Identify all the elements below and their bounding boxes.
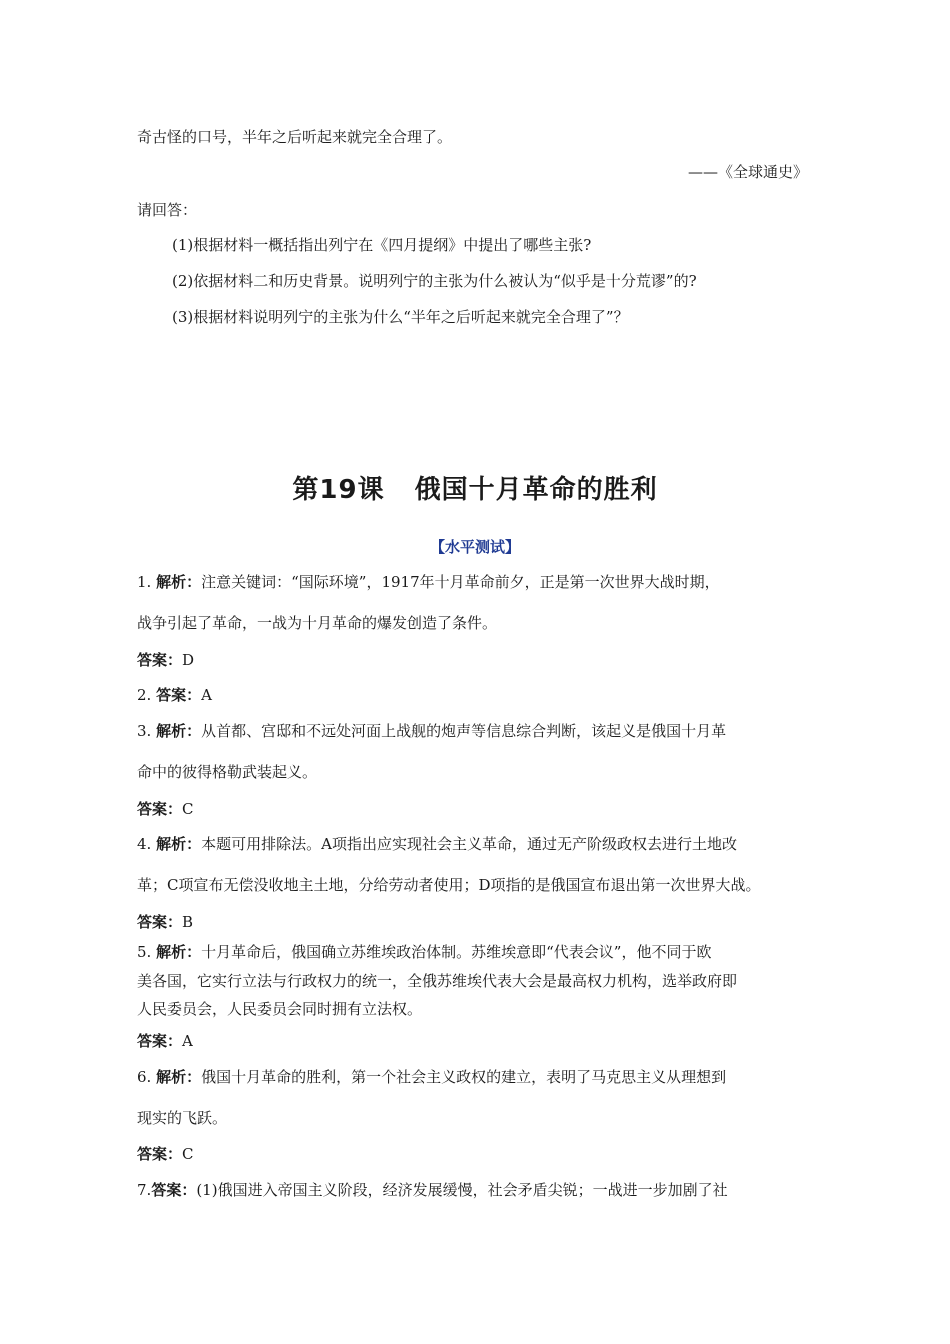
item-3-answer: [137, 799, 194, 819]
item-1-line-2: 战争引起了革命，一战为十月革命的爆发创造了条件。: [137, 614, 498, 632]
answer-value: C: [182, 800, 194, 818]
question-prompt: 请回答：: [137, 201, 198, 219]
item-6-line-2: 现实的飞跃。: [137, 1109, 228, 1127]
analysis-text: 注意关键词：“国际环境”，1917年十月革命前夕，正是第一次世界大战时期，: [201, 573, 720, 591]
item-1-answer: [137, 650, 194, 670]
analysis-label: 解析：: [156, 573, 202, 591]
question-2: (2)依据材料二和历史背景。说明列宁的主张为什么被认为“似乎是十分荒谬”的?: [172, 272, 697, 290]
item-number: 1.: [137, 573, 157, 591]
item-number: 7.: [137, 1181, 152, 1199]
item-6-answer: [137, 1144, 194, 1164]
lesson-title: [0, 474, 950, 506]
section-heading: 【水平测试】: [429, 538, 520, 556]
material-continuation: 奇古怪的口号，半年之后听起来就完全合理了。: [137, 128, 453, 146]
analysis-label: 解析：: [156, 722, 202, 740]
analysis-text: 十月革命后，俄国确立苏维埃政治体制。苏维埃意即“代表会议”，他不同于欧: [201, 943, 712, 961]
item-4-line-1: [137, 834, 737, 854]
item-5-line-2: 美各国，它实行立法与行政权力的统一，全俄苏维埃代表大会是最高权力机构，选举政府即: [137, 972, 738, 990]
item-1-line-1: [137, 572, 720, 592]
item-6-line-1: [137, 1067, 726, 1087]
item-2-answer: [137, 685, 212, 705]
answer-text: (1)俄国进入帝国主义阶段，经济发展缓慢，社会矛盾尖锐；一战进一步加剧了社: [196, 1181, 728, 1199]
item-3-line-2: 命中的彼得格勒武装起义。: [137, 763, 318, 781]
answer-value: B: [182, 913, 194, 931]
item-5-answer: [137, 1031, 193, 1051]
answer-value: A: [182, 1032, 193, 1050]
analysis-text: 从首都、宫邸和不远处河面上战舰的炮声等信息综合判断，该起义是俄国十月革: [201, 722, 727, 740]
answer-label: 答案：: [137, 651, 183, 669]
item-4-answer: [137, 912, 193, 932]
item-number: 4.: [137, 835, 157, 853]
answer-label: 答案：: [156, 686, 202, 704]
answer-label: 答案：: [137, 1032, 183, 1050]
question-3: (3)根据材料说明列宁的主张为什么“半年之后听起来就完全合理了”？: [172, 308, 629, 326]
answer-label: 答案：: [137, 1145, 183, 1163]
item-number: 5.: [137, 943, 157, 961]
analysis-label: 解析：: [156, 943, 202, 961]
question-1: (1)根据材料一概括指出列宁在《四月提纲》中提出了哪些主张?: [172, 236, 592, 254]
answer-value: D: [182, 651, 195, 669]
lesson-name: 俄国十月革命的胜利: [414, 475, 658, 505]
item-number: 2.: [137, 686, 157, 704]
item-5-line-1: [137, 942, 711, 962]
item-4-line-2: 革；C项宣布无偿没收地主土地，分给劳动者使用；D项指的是俄国宣布退出第一次世界大战。: [137, 876, 761, 894]
lesson-number: 第19课: [292, 475, 385, 505]
analysis-label: 解析：: [156, 835, 202, 853]
item-5-line-3: 人民委员会，人民委员会同时拥有立法权。: [137, 1000, 423, 1018]
item-number: 6.: [137, 1068, 157, 1086]
answer-value: C: [182, 1145, 194, 1163]
analysis-text: 本题可用排除法。A项指出应实现社会主义革命，通过无产阶级政权去进行土地改: [201, 835, 737, 853]
answer-label: 答案：: [151, 1181, 197, 1199]
item-number: 3.: [137, 722, 157, 740]
material-source: ——《全球通史》: [687, 163, 808, 181]
answer-label: 答案：: [137, 913, 183, 931]
answer-label: 答案：: [137, 800, 183, 818]
analysis-label: 解析：: [156, 1068, 202, 1086]
item-3-line-1: [137, 721, 726, 741]
analysis-text: 俄国十月革命的胜利，第一个社会主义政权的建立，表明了马克思主义从理想到: [201, 1068, 727, 1086]
item-7-line-1: [137, 1180, 728, 1200]
answer-value: A: [201, 686, 212, 704]
